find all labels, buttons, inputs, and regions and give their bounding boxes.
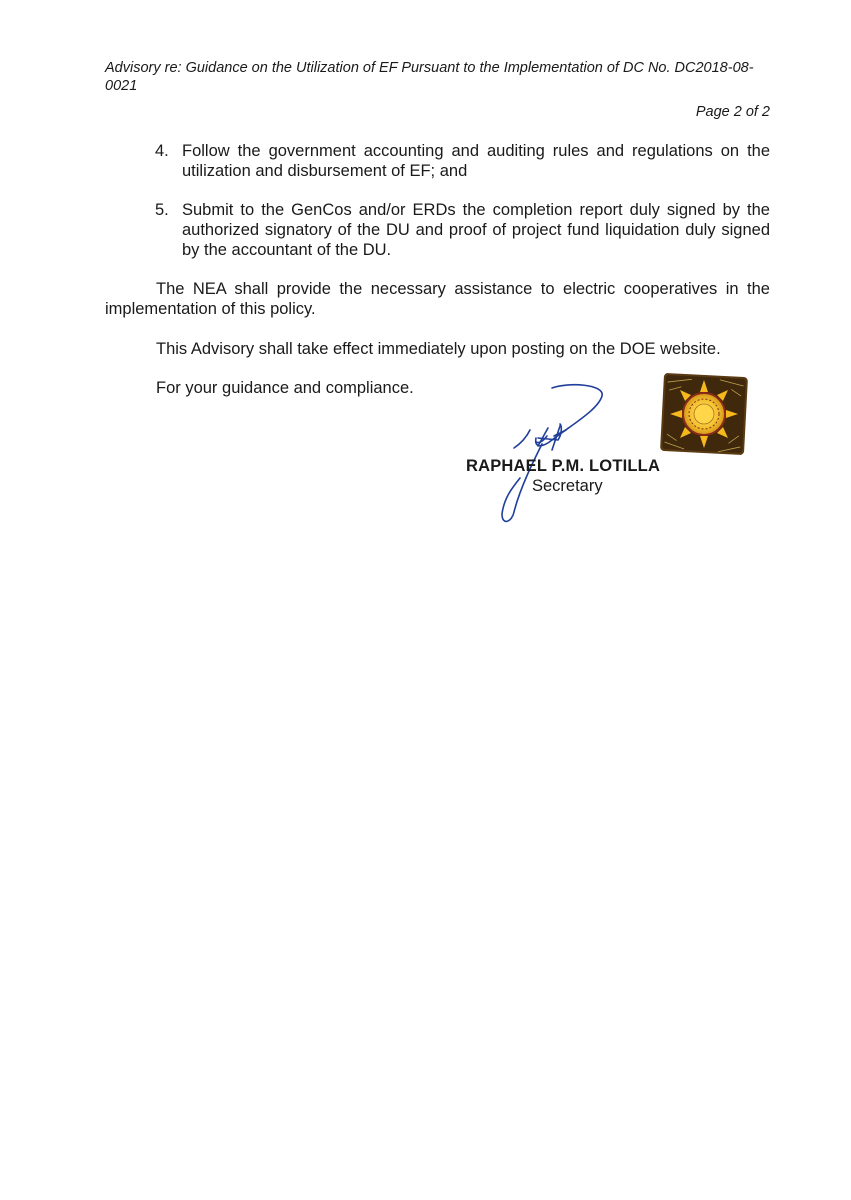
list-item-text: Follow the government accounting and auditing rules and regulations on the utilization and disbursement of EF; and (182, 142, 770, 180)
nea-paragraph: The NEA shall provide the necessary assistance to electric cooperatives in the implementation of this policy. (105, 280, 770, 318)
list-item (155, 141, 770, 181)
header-reference: Advisory re: Guidance on the Utilization of EF Pursuant to the Implementation of DC No. DC2018-08-0021 (105, 60, 754, 94)
signatory-name: RAPHAEL P.M. LOTILLA (466, 457, 661, 475)
effectivity-paragraph: This Advisory shall take effect immediately upon posting on the DOE website. (156, 340, 721, 358)
closing-paragraph: For your guidance and compliance. (156, 379, 414, 397)
list-item (155, 200, 770, 260)
official-seal-image (660, 372, 748, 456)
numbered-list (155, 141, 770, 279)
signatory-title: Secretary (532, 477, 603, 495)
signature-image (490, 378, 620, 528)
list-item-number: 4. (155, 142, 169, 160)
page-number: Page 2 of 2 (695, 104, 770, 120)
list-item-number: 5. (155, 201, 169, 219)
list-item-text: Submit to the GenCos and/or ERDs the completion report duly signed by the authorized signatory of the DU and proof of project fund liquidation duly signed by the accountant of the DU. (182, 201, 770, 259)
